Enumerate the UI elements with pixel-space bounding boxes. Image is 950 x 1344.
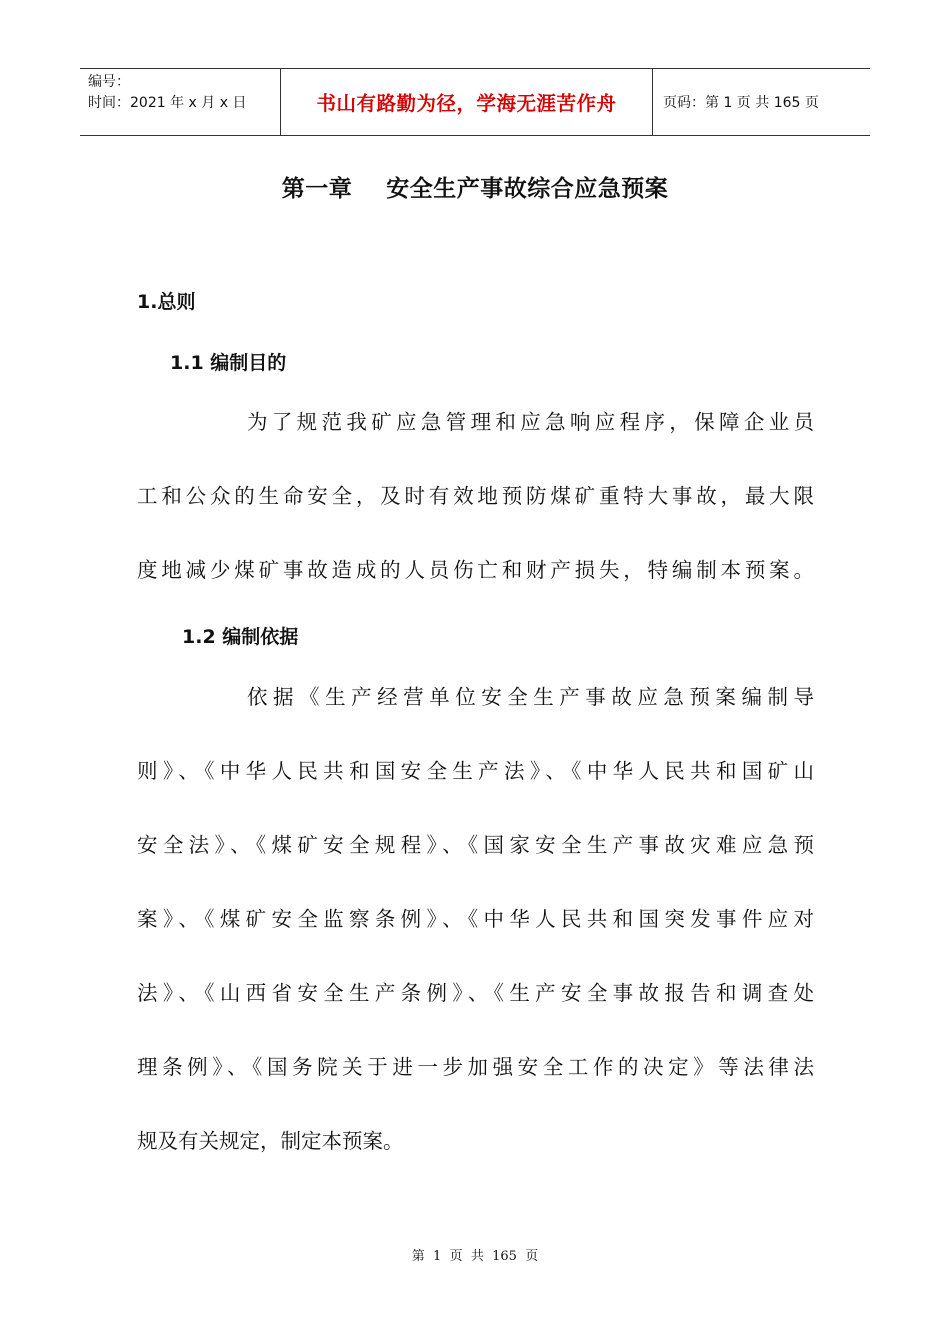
- paragraph-line: 规及有关规定，制定本预案。: [137, 1129, 404, 1153]
- section-heading-basis: 1.2 编制依据: [182, 626, 299, 648]
- paragraph-line: 依据《生产经营单位安全生产事故应急预案编制导: [247, 685, 814, 709]
- chapter-title: 第一章 安全生产事故综合应急预案: [281, 176, 669, 202]
- document-header-table: [80, 68, 870, 136]
- paragraph-line: 为了规范我矿应急管理和应急响应程序，保障企业员: [247, 410, 814, 434]
- paragraph-line: 则》、《中华人民共和国安全生产法》、《中华人民共和国矿山: [137, 759, 814, 783]
- paragraph-line: 理条例》、《国务院关于进一步加强安全工作的决定》等法律法: [137, 1055, 814, 1079]
- page-footer-number: 第 1 页 共 165 页: [411, 1249, 539, 1264]
- header-motto: 书山有路勤为径，学海无涯苦作舟: [281, 69, 653, 135]
- header-page-info: 页码：第 1 页 共 165 页: [663, 95, 819, 111]
- paragraph-line: 度地减少煤矿事故造成的人员伤亡和财产损失，特编制本预案。: [137, 558, 814, 582]
- paragraph-purpose: [137, 405, 814, 627]
- paragraph-line: 工和公众的生命安全，及时有效地预防煤矿重特大事故，最大限: [137, 484, 814, 508]
- paragraph-line: 案》、《煤矿安全监察条例》、《中华人民共和国突发事件应对: [137, 907, 814, 931]
- header-meta-cell: [80, 69, 281, 135]
- paragraph-line: 法》、《山西省安全生产条例》、《生产安全事故报告和调查处: [137, 981, 814, 1005]
- document-number-label: 编号：: [88, 74, 130, 90]
- document-date-label: 时间：2021 年 x 月 x 日: [88, 95, 247, 111]
- paragraph-basis: [137, 680, 814, 1198]
- section-heading-purpose: 1.1 编制目的: [170, 352, 287, 374]
- section-heading-general: 1.总则: [137, 291, 196, 313]
- paragraph-line: 安全法》、《煤矿安全规程》、《国家安全生产事故灾难应急预: [137, 833, 814, 857]
